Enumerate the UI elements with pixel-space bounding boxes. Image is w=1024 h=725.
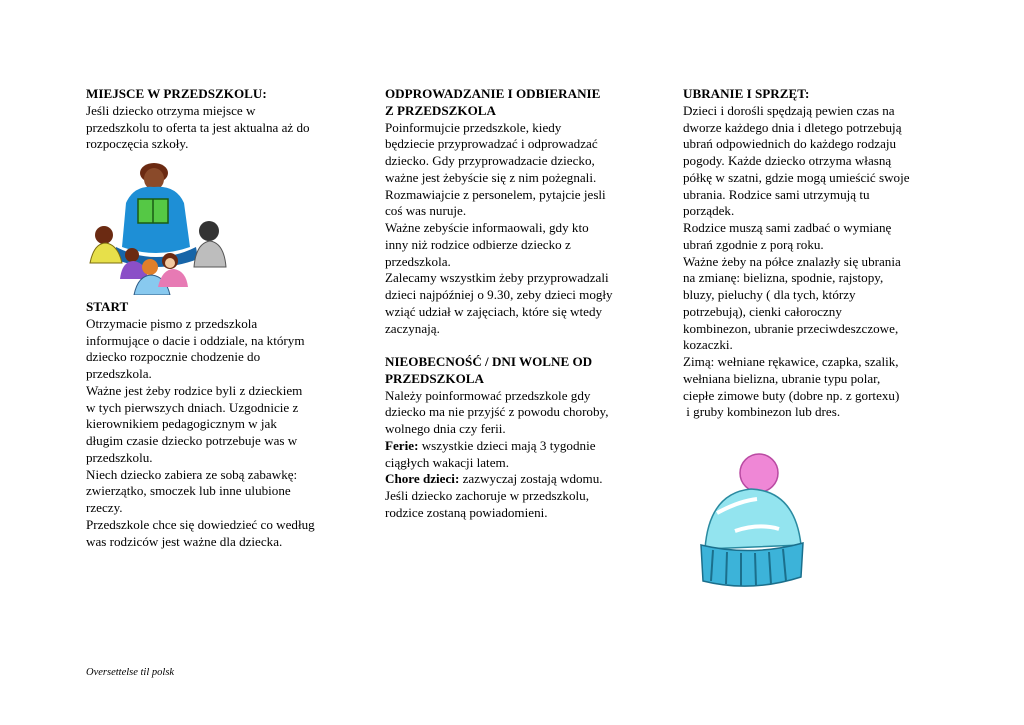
text-line: kierownikiem pedagogicznym w jak xyxy=(86,416,277,432)
text-line: Dzieci i dorośli spędzają pewien czas na xyxy=(683,102,895,118)
text-line: coś was nuruje. xyxy=(385,203,467,219)
text-line: i gruby kombinezon lub dres. xyxy=(683,404,841,420)
text-line-ferie xyxy=(385,438,647,455)
text-line: dworze każdego dnia i dletego potrzebują xyxy=(683,119,902,135)
text-line: ubrań odpowiednich do każdego rodzaju xyxy=(683,136,897,152)
text-line: będziecie przyprowadzać i odprowadzać xyxy=(385,136,598,152)
text-line: Przedszkole chce się dowiedzieć co według xyxy=(86,516,315,532)
text-line: Rozmawiajcie z personelem, pytajcie jesli xyxy=(385,186,606,202)
heading-drop-off-line2: Z PRZEDSZKOLA xyxy=(385,102,496,118)
sick-children-label: Chore dzieci: xyxy=(385,471,460,487)
text-line: ubrania. Rodzice sami utrzymują tu xyxy=(683,186,870,202)
text-line: Jeśli dziecko otrzyma miejsce w xyxy=(86,102,256,118)
text-line: Poinformujcie przedszkole, kiedy xyxy=(385,119,562,135)
text-line: was rodziców jest ważne dla dziecka. xyxy=(86,533,283,549)
text-line: ciągłych wakacji latem. xyxy=(385,454,509,470)
text-line: przedszkolu. xyxy=(86,449,153,465)
text-line: zwierzątko, smoczek lub inne ulubione xyxy=(86,483,291,499)
text-line: bluzy, pieluchy ( dla tych, którzy xyxy=(683,287,856,302)
text-line: Ważne jest żeby rodzice byli z dzieckiem xyxy=(86,382,303,398)
text-line: przedszkola. xyxy=(385,253,451,269)
text-line: wełniana bielizna, ubranie typu polar, xyxy=(683,370,881,386)
text-line: dziecko rozpocznie chodzenie do xyxy=(86,349,261,365)
text-line: przedszkolu to oferta ta jest aktualna aż do xyxy=(86,119,310,135)
column-place-in-preschool xyxy=(86,86,346,550)
text-line: zaczynają. xyxy=(385,320,440,336)
text-line: półkę w szatni, gdzie mogą umieścić swoje xyxy=(683,169,910,185)
column-clothing-equipment xyxy=(683,86,943,421)
text-line: na zmianę: bielizna, spodnie, rajstopy, xyxy=(683,270,884,286)
paragraph-drop-off xyxy=(385,120,647,338)
text-line: rodzice zostaną powiadomieni. xyxy=(385,504,548,520)
column-drop-off-pick-up xyxy=(385,86,647,522)
sick-children-text: zazwyczaj zostają wdomu. xyxy=(459,471,603,487)
text-line: porządek. xyxy=(683,203,735,219)
text-line: ważne jest żebyście się z nim pożegnali. xyxy=(385,169,597,185)
teacher-reading-illustration xyxy=(86,163,228,295)
paragraph-place-in-preschool xyxy=(86,103,346,153)
text-line: ubrań zgodnie z porą roku. xyxy=(683,236,824,252)
text-line: Otrzymacie pismo z przedszkola xyxy=(86,315,258,331)
ferie-label: Ferie: xyxy=(385,437,419,453)
paragraph-absence xyxy=(385,388,647,522)
heading-start: START xyxy=(86,299,129,314)
text-line: Rodzice muszą sami zadbać o wymianę xyxy=(683,220,892,235)
text-line: inny niż rodzice odbierze dziecko z xyxy=(385,236,571,252)
paragraph-clothing xyxy=(683,103,943,421)
text-line: dziecko ma nie przyjść z powodu choroby, xyxy=(385,404,609,420)
text-line: Należy poinformować przedszkole gdy xyxy=(385,387,591,403)
text-line: wziąć udział w zajęciach, które się wtedy xyxy=(385,303,603,319)
text-line: kozaczki. xyxy=(683,337,733,353)
paragraph-start xyxy=(86,316,346,551)
text-line: Ważne żeby na półce znalazły się ubrania xyxy=(683,253,901,269)
text-line: Zimą: wełniane rękawice, czapka, szalik, xyxy=(683,354,899,369)
text-line: Ważne zebyście informaowali, gdy kto xyxy=(385,220,589,235)
text-line: ciepłe zimowe buty (dobre np. z gortexu) xyxy=(683,387,900,403)
text-line: pogody. Każde dziecko otrzyma własną xyxy=(683,153,892,168)
text-line: Niech dziecko zabiera ze sobą zabawkę: xyxy=(86,466,298,482)
heading-clothing: UBRANIE I SPRZĘT: xyxy=(683,86,810,101)
text-line: w tych pierwszych dniach. Uzgodnicie z xyxy=(86,399,299,415)
text-line: rzeczy. xyxy=(86,500,123,515)
text-line: kombinezon, ubranie przeciwdeszczowe, xyxy=(683,320,899,336)
heading-place-in-preschool: MIEJSCE W PRZEDSZKOLU: xyxy=(86,86,267,101)
heading-absence-line1: NIEOBECNOŚĆ / DNI WOLNE OD xyxy=(385,354,593,369)
text-line: informujące o dacie i oddziale, na którym xyxy=(86,332,305,348)
ferie-text: wszystkie dzieci mają 3 tygodnie xyxy=(418,437,596,453)
text-line: potrzebują), cienki całoroczny xyxy=(683,303,842,319)
text-line: długim czasie dziecko potrzebuje was w xyxy=(86,433,298,448)
text-line: wolnego dnia czy ferii. xyxy=(385,421,506,436)
text-line-sick xyxy=(385,471,647,488)
footer-note: Oversettelse til polsk xyxy=(86,667,175,678)
text-line: dziecko. Gdy przyprowadzacie dziecko, xyxy=(385,153,595,168)
heading-absence-line2: PRZEDSZKOLA xyxy=(385,370,484,386)
winter-hat-illustration xyxy=(695,453,805,589)
text-line: dzieci najpóźniej o 9.30, zeby dzieci mogły xyxy=(385,287,613,302)
heading-drop-off-line1: ODPROWADZANIE I ODBIERANIE xyxy=(385,86,601,101)
text-line: przedszkola. xyxy=(86,366,152,381)
text-line: Jeśli dziecko zachoruje w przedszkolu, xyxy=(385,488,589,503)
text-line: Zalecamy wszystkim żeby przyprowadzali xyxy=(385,270,609,286)
text-line: rozpoczęcia szkoły. xyxy=(86,136,189,152)
